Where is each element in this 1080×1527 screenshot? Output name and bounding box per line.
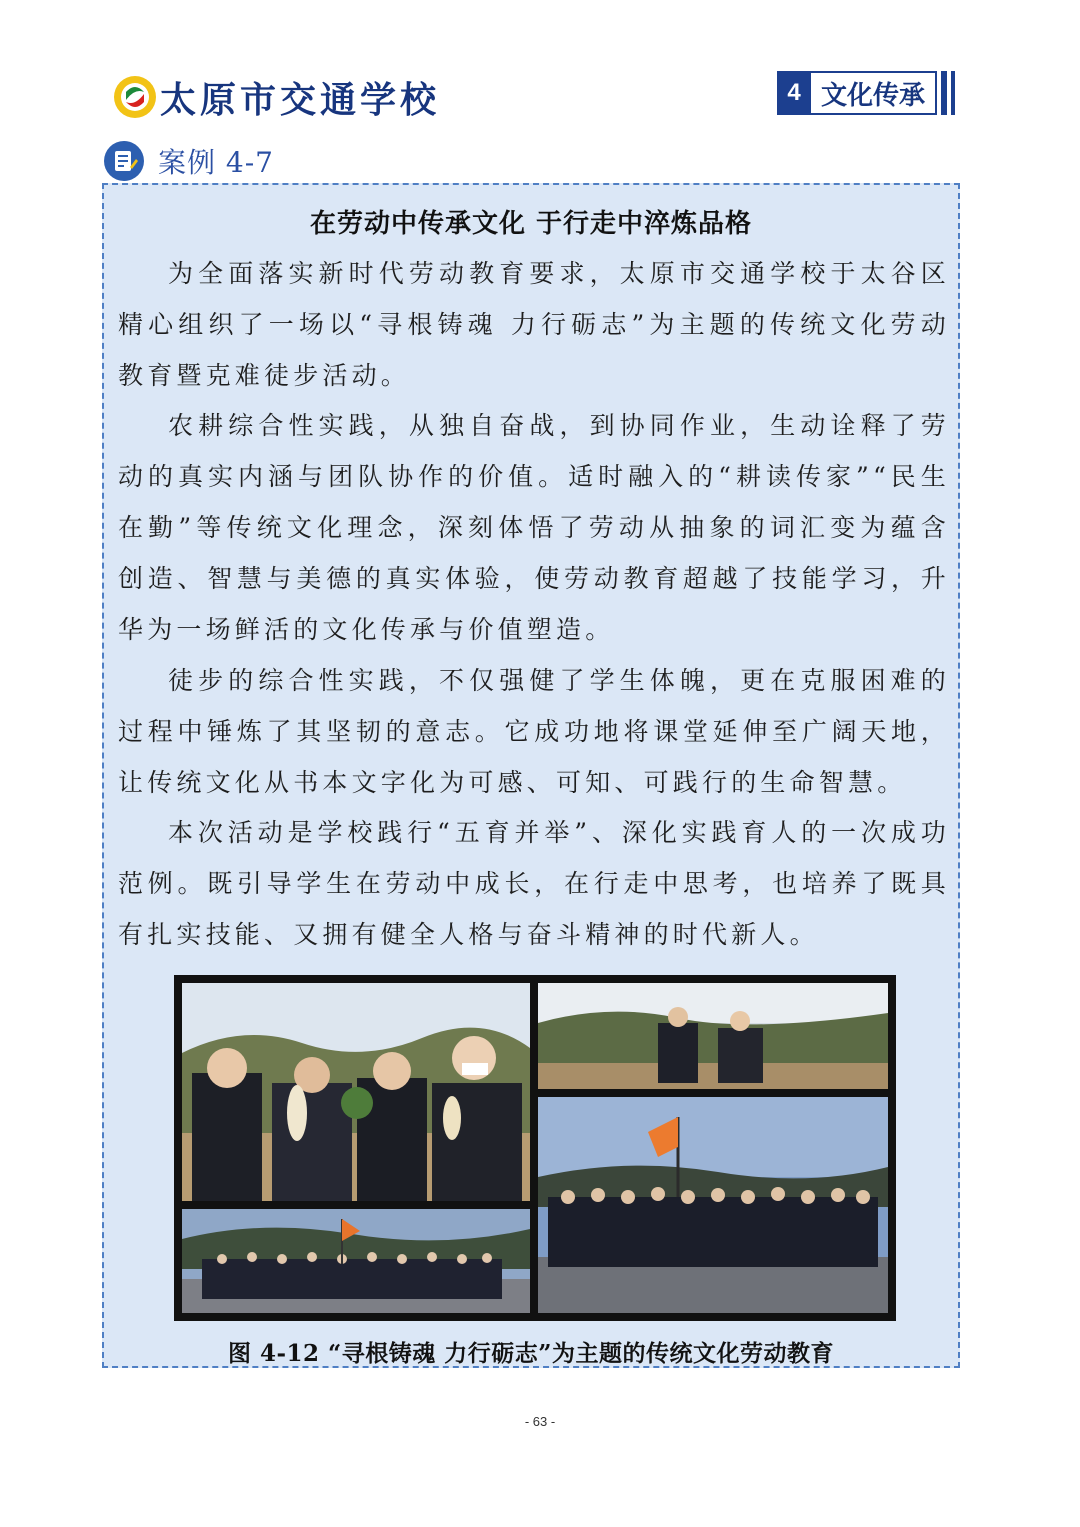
page-number: - 63 - [524, 1414, 556, 1429]
article-title: 在劳动中传承文化 于行走中淬炼品格 [309, 209, 753, 239]
section-decor-bars [941, 71, 955, 115]
photo-students-harvest [182, 983, 530, 1201]
paragraph-1: 为全面落实新时代劳动教育要求，太原市交通学校于太谷区精心组织了一场以“寻根铸魂 力行砺志”为主题的传统文化劳动教育暨克难徒步活动。 [118, 259, 950, 390]
section-tab [777, 71, 955, 115]
case-label: 案例 4-7 [158, 146, 274, 179]
school-logo [112, 74, 158, 120]
photo-group-flag-1 [182, 1209, 530, 1313]
notepad-icon [103, 140, 145, 182]
section-title: 文化传承 [811, 71, 937, 115]
school-name: 太原市交通学校 [160, 79, 441, 121]
paragraph-4: 本次活动是学校践行“五育并举”、深化实践育人的一次成功范例。既引导学生在劳动中成长，在行走中思考，也培养了既具有扎实技能、又拥有健全人格与奋斗精神的时代新人。 [118, 818, 950, 949]
photo-field-work [538, 983, 888, 1089]
figure-caption: 图 4-12 “寻根铸魂 力行砺志”为主题的传统文化劳动教育 [227, 1340, 835, 1367]
paragraph-2: 农耕综合性实践，从独自奋战，到协同作业，生动诠释了劳动的真实内涵与团队协作的价值。适时融入的“耕读传家”“民生在勤”等传统文化理念，深刻体悟了劳动从抽象的词汇变为蕴含创造、智慧与美德的真实体验，使劳动教育超越了技能学习，升华为一场鲜活的文化传承与价值塑造。 [118, 411, 950, 644]
photo-collage [174, 975, 896, 1321]
paragraph-3: 徒步的综合性实践，不仅强健了学生体魄，更在克服困难的过程中锤炼了其坚韧的意志。它成功地将课堂延伸至广阔天地，让传统文化从书本文字化为可感、可知、可践行的生命智慧。 [118, 666, 950, 797]
section-number: 4 [777, 71, 811, 115]
case-box [102, 183, 960, 1368]
photo-group-flag-2 [538, 1097, 888, 1313]
